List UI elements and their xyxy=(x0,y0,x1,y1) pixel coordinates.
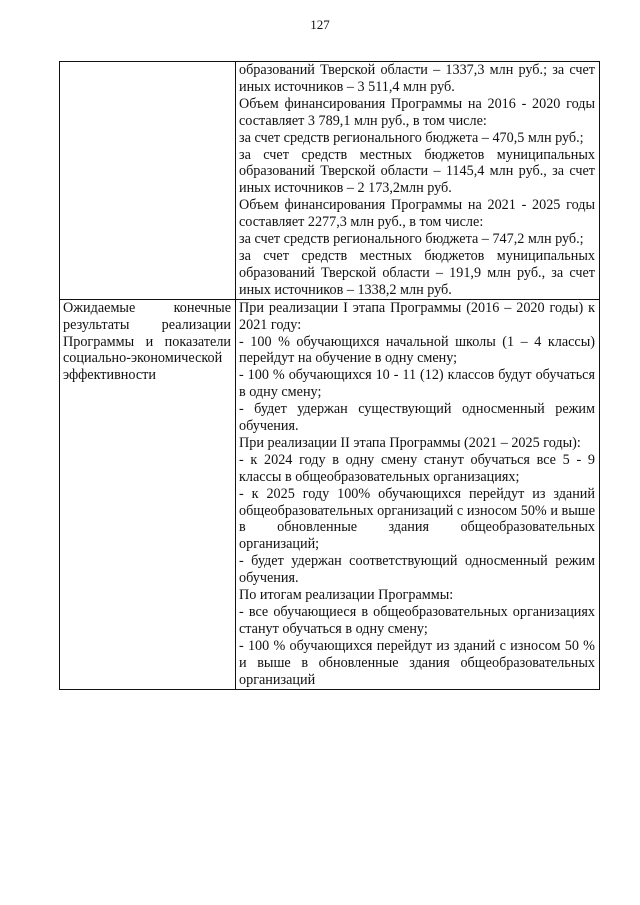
table-cell-financing xyxy=(236,62,600,300)
results-paragraph: - будет удержан существующий односменный режим обучения. xyxy=(239,401,595,435)
results-paragraph: - 100 % обучающихся 10 - 11 (12) классов будут обучаться в одну смену; xyxy=(239,367,595,401)
results-paragraph: - к 2025 году 100% обучающихся перейдут из зданий общеобразовательных организаций с износом 50% и выше в обновленные здания общеобразовательных организаций; xyxy=(239,485,595,553)
page-number: 127 xyxy=(310,17,330,32)
table-row-results xyxy=(60,299,600,689)
program-passport-table xyxy=(59,61,600,690)
results-paragraph: - будет удержан соответствующий односменный режим обучения. xyxy=(239,553,595,587)
results-paragraph: - 100 % обучающихся начальной школы (1 – 4 классы) перейдут на обучение в одну смену; xyxy=(239,333,595,367)
financing-paragraph: образований Тверской области – 1337,3 млн руб.; за счет иных источников – 3 511,4 млн руб. xyxy=(239,62,595,95)
results-paragraph: - все обучающиеся в общеобразовательных организациях станут обучаться в одну смену; xyxy=(239,604,595,637)
financing-paragraph: Объем финансирования Программы на 2021 - 2025 годы составляет 2277,3 млн руб., в том числе: xyxy=(239,197,595,231)
table-row-financing xyxy=(60,62,600,300)
financing-paragraph: за счет средств местных бюджетов муниципальных образований Тверской области – 1145,4 млн руб., за счет иных источников – 2 173,2млн руб. xyxy=(239,146,595,197)
results-paragraph: При реализации I этапа Программы (2016 – 2020 годы) к 2021 году: xyxy=(239,299,595,333)
financing-paragraph: за счет средств регионального бюджета – 747,2 млн руб.; xyxy=(239,231,584,248)
results-paragraph: - к 2024 году в одну смену станут обучаться все 5 - 9 классы в общеобразовательных организациях; xyxy=(239,451,595,485)
results-paragraph: - 100 % обучающихся перейдут из зданий с износом 50 % и выше в обновленные здания общеобразовательных организаций xyxy=(239,637,595,688)
financing-paragraph: Объем финансирования Программы на 2016 - 2020 годы составляет 3 789,1 млн руб., в том числе: xyxy=(239,95,595,129)
table-cell-empty xyxy=(60,62,236,300)
financing-paragraph: за счет средств регионального бюджета – 470,5 млн руб.; xyxy=(239,129,584,146)
table-cell-results xyxy=(236,299,600,689)
table-cell-results-label xyxy=(60,299,236,689)
financing-paragraph: за счет средств местных бюджетов муниципальных образований Тверской области – 191,9 млн руб., за счет иных источников – 1338,2 млн руб. xyxy=(239,247,595,298)
results-paragraph: По итогам реализации Программы: xyxy=(239,587,454,604)
results-paragraph: При реализации II этапа Программы (2021 – 2025 годы): xyxy=(239,434,581,451)
results-label: Ожидаемые конечные результаты реализации Программы и показатели социально-экономической эффективности xyxy=(63,299,231,384)
